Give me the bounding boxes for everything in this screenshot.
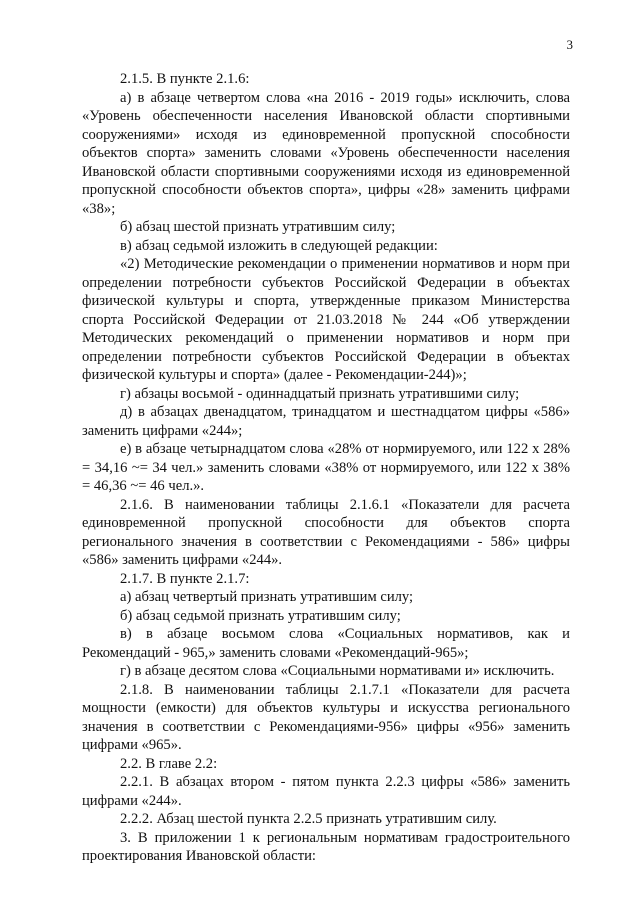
- paragraph: 3. В приложении 1 к региональным нормативам градостроительного проектирования Ивановской области:: [82, 829, 570, 864]
- paragraph: 2.2. В главе 2.2:: [120, 755, 218, 772]
- paragraph: 2.2.2. Абзац шестой пункта 2.2.5 признать утратившим силу.: [120, 811, 497, 827]
- paragraph: е) в абзаце четырнадцатом слова «28% от нормируемого, или 122 x 28% = 34,16 ~= 34 чел.» заменить словами «38% от нормируемого, или 122 x 38% = 46,36 ~= 46 чел.».: [82, 441, 570, 494]
- paragraph: в) в абзаце восьмом слова «Социальных нормативов, как и Рекомендаций - 965,» заменить словами «Рекомендаций-965»;: [82, 626, 570, 661]
- paragraph: 2.1.6. В наименовании таблицы 2.1.6.1 «Показатели для расчета единовременной пропускной способности для объектов спорта регионального значения в соответствии с Рекомендациями - 586» цифры «586» заменить цифрами «244».: [82, 496, 570, 568]
- paragraph: «2) Методические рекомендации о применении нормативов и норм при определении потребности субъектов Российской Федерации в объектах физической культуры и спорта, утвержденные приказом Министерства спорта Российской Федерации от 21.03.2018 № 244 «Об утверждении Методических рекомендаций о применении нормативов и норм при определении потребности субъектов Российской Федерации в объектах физической культуры и спорта» (далее - Рекомендации-244)»;: [82, 256, 570, 383]
- paragraph: в) абзац седьмой изложить в следующей редакции:: [120, 237, 438, 254]
- paragraph: 2.1.7. В пункте 2.1.7:: [120, 570, 250, 587]
- paragraph: 2.1.8. В наименовании таблицы 2.1.7.1 «Показатели для расчета мощности (емкости) для объектов культуры и искусства регионального значения в соответствии с Рекомендациями-956» цифры «956» заменить цифрами «965».: [82, 681, 570, 753]
- paragraph: а) в абзаце четвертом слова «на 2016 - 2019 годы» исключить, слова «Уровень обеспеченности населения Ивановской области спортивными сооружениями» исходя из единовременной пропускной способности объектов спорта» заменить словами «Уровень обеспеченности населения Ивановской области спортивными сооружениями исходя из единовременной пропускной способности объектов спорта», цифры «28» заменить цифрами «38»;: [82, 89, 570, 217]
- paragraph: 2.2.1. В абзацах втором - пятом пункта 2.2.3 цифры «586» заменить цифрами «244».: [82, 774, 570, 809]
- document-body: [82, 70, 570, 866]
- paragraph: г) абзацы восьмой - одиннадцатый признать утратившими силу;: [120, 385, 520, 402]
- page-number: 3: [566, 37, 573, 52]
- paragraph: г) в абзаце десятом слова «Социальными нормативами и» исключить.: [120, 663, 555, 679]
- paragraph: а) абзац четвертый признать утратившим силу;: [120, 589, 414, 605]
- paragraph: 2.1.5. В пункте 2.1.6:: [120, 71, 250, 87]
- paragraph: д) в абзацах двенадцатом, тринадцатом и шестнадцатом цифры «586» заменить цифрами «244»;: [82, 404, 570, 439]
- paragraph: б) абзац шестой признать утратившим силу;: [120, 219, 396, 235]
- paragraph: б) абзац седьмой признать утратившим силу;: [120, 607, 401, 624]
